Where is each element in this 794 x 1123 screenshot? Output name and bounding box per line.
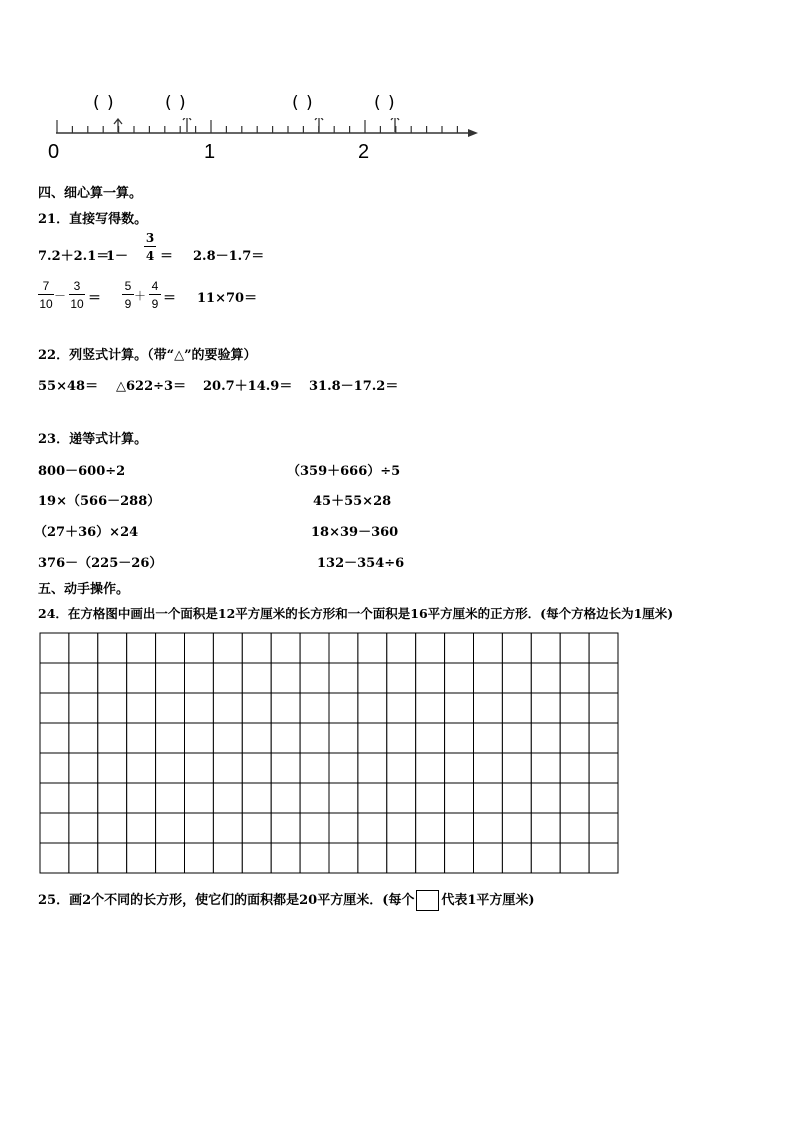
arrow-3 [315, 118, 323, 132]
q21-fraction-3-10 [69, 279, 85, 311]
grid-cell[interactable] [474, 693, 503, 723]
grid-cell[interactable] [531, 633, 560, 663]
grid-cell[interactable] [127, 723, 156, 753]
grid-cell[interactable] [358, 843, 387, 873]
grid-cell[interactable] [271, 693, 300, 723]
grid-cell[interactable] [502, 813, 531, 843]
grid-cell[interactable] [329, 753, 358, 783]
grid-cell[interactable] [474, 633, 503, 663]
q23-left-4: 376－（225－26） [38, 556, 163, 571]
q21-expr-6: 11×70＝ [197, 291, 258, 306]
grid-cell[interactable] [213, 693, 242, 723]
drawing-grid[interactable] [39, 632, 619, 874]
grid-cell[interactable] [300, 663, 329, 693]
answer-paren-2[interactable]: ( ) [165, 93, 187, 113]
grid-cell[interactable] [387, 753, 416, 783]
answer-paren-1[interactable]: ( ) [93, 93, 115, 113]
grid-cell[interactable] [156, 843, 185, 873]
q21-fraction-7-10 [38, 279, 54, 311]
grid-cell[interactable] [213, 723, 242, 753]
section-4-title: 四、细心算一算。 [38, 186, 143, 201]
q21-expr-2-suffix: ＝ [160, 249, 174, 264]
grid-cell[interactable] [329, 693, 358, 723]
grid-cell[interactable] [40, 843, 69, 873]
grid-cell[interactable] [156, 723, 185, 753]
q21-fraction-3-4 [144, 231, 156, 263]
grid-cell[interactable] [127, 813, 156, 843]
grid-cell[interactable] [474, 843, 503, 873]
grid-cell[interactable] [589, 693, 618, 723]
grid-cell[interactable] [531, 783, 560, 813]
q21-expr-1: 7.2＋2.1＝ [38, 249, 110, 264]
fraction-numerator: 3 [73, 279, 81, 293]
q24-title: 24．在方格图中画出一个面积是12平方厘米的长方形和一个面积是16平方厘米的正方形．(每个方格边长为1厘米) [38, 606, 674, 621]
grid-cell[interactable] [242, 753, 271, 783]
grid-cell[interactable] [416, 633, 445, 663]
fraction-denominator: 9 [151, 297, 159, 311]
grid-cell[interactable] [242, 843, 271, 873]
q25-text [38, 889, 535, 911]
grid-cell[interactable] [40, 813, 69, 843]
section-5-title: 五、动手操作。 [38, 582, 130, 597]
grid-cell[interactable] [358, 723, 387, 753]
grid-cell[interactable] [358, 753, 387, 783]
grid-cell[interactable] [69, 813, 98, 843]
q23-title: 23．递等式计算。 [38, 432, 148, 447]
unit-square-icon [416, 890, 439, 911]
grid-cell[interactable] [445, 633, 474, 663]
grid-cell[interactable] [416, 783, 445, 813]
grid-cell[interactable] [445, 813, 474, 843]
grid-cell[interactable] [474, 813, 503, 843]
grid-cell[interactable] [185, 783, 214, 813]
grid-cell[interactable] [531, 693, 560, 723]
grid-cell[interactable] [502, 783, 531, 813]
grid-cell[interactable] [40, 663, 69, 693]
q21-title: 21．直接写得数。 [38, 212, 148, 227]
grid-cell[interactable] [589, 783, 618, 813]
number-line [50, 118, 480, 146]
grid-cell[interactable] [40, 693, 69, 723]
grid-cell[interactable] [589, 663, 618, 693]
grid-cell[interactable] [40, 753, 69, 783]
grid-cell[interactable] [271, 633, 300, 663]
grid-cell[interactable] [69, 723, 98, 753]
answer-paren-4[interactable]: ( ) [374, 93, 396, 113]
grid-cell[interactable] [589, 813, 618, 843]
grid-cell[interactable] [387, 723, 416, 753]
q23-right-3: 18×39－360 [311, 525, 399, 540]
grid-cell[interactable] [98, 813, 127, 843]
grid-cell[interactable] [300, 723, 329, 753]
grid-cell[interactable] [242, 693, 271, 723]
grid-cell[interactable] [69, 663, 98, 693]
grid-cell[interactable] [502, 663, 531, 693]
grid-cell[interactable] [329, 843, 358, 873]
grid-cell[interactable] [531, 813, 560, 843]
grid-cell[interactable] [156, 663, 185, 693]
grid-cell[interactable] [127, 753, 156, 783]
grid-cell[interactable] [445, 723, 474, 753]
grid-cell[interactable] [387, 663, 416, 693]
grid-cell[interactable] [242, 813, 271, 843]
grid-cell[interactable] [416, 723, 445, 753]
fraction-numerator: 5 [124, 279, 132, 293]
number-line-label-0: 0 [48, 141, 60, 163]
q22-item-3: 20.7＋14.9＝ [203, 379, 293, 394]
grid-cell[interactable] [271, 843, 300, 873]
grid-cell[interactable] [445, 753, 474, 783]
grid-cell[interactable] [387, 813, 416, 843]
grid-cell[interactable] [185, 633, 214, 663]
grid-cell[interactable] [156, 753, 185, 783]
q21-fraction-4-9 [149, 279, 161, 311]
grid-cell[interactable] [300, 843, 329, 873]
grid-cell[interactable] [213, 663, 242, 693]
q23-right-2: 45＋55×28 [313, 494, 392, 509]
grid-cell[interactable] [185, 753, 214, 783]
q21-expr-5-operator: ＋ [134, 289, 147, 303]
grid-cell[interactable] [589, 723, 618, 753]
grid-cell[interactable] [300, 693, 329, 723]
grid-cell[interactable] [445, 783, 474, 813]
grid-cell[interactable] [560, 723, 589, 753]
grid-cell[interactable] [271, 723, 300, 753]
grid-cell[interactable] [560, 753, 589, 783]
grid-cell[interactable] [213, 843, 242, 873]
grid-cell[interactable] [213, 783, 242, 813]
q21-expr-4-suffix: ＝ [88, 291, 102, 306]
q21-expr-2-prefix: 1－ [106, 249, 129, 264]
fraction-numerator: 7 [42, 279, 50, 293]
grid-cell[interactable] [98, 663, 127, 693]
q22-title: 22．列竖式计算。（带“△”的要验算） [38, 348, 257, 363]
grid-cell[interactable] [156, 783, 185, 813]
grid-cell[interactable] [98, 783, 127, 813]
grid-cell[interactable] [474, 753, 503, 783]
grid-cell[interactable] [560, 783, 589, 813]
grid-cell[interactable] [560, 813, 589, 843]
grid-cell[interactable] [185, 723, 214, 753]
grid-cell[interactable] [531, 843, 560, 873]
grid-cell[interactable] [387, 843, 416, 873]
grid-cell[interactable] [185, 813, 214, 843]
grid-cell[interactable] [127, 693, 156, 723]
grid-cell[interactable] [242, 783, 271, 813]
grid-cell[interactable] [445, 843, 474, 873]
grid-cell[interactable] [185, 843, 214, 873]
grid-cell[interactable] [502, 693, 531, 723]
grid-cell[interactable] [531, 663, 560, 693]
grid-cell[interactable] [127, 843, 156, 873]
grid-cell[interactable] [416, 753, 445, 783]
grid-cell[interactable] [127, 783, 156, 813]
grid-cell[interactable] [502, 753, 531, 783]
q23-left-1: 800－600÷2 [38, 464, 126, 479]
grid-cell[interactable] [213, 813, 242, 843]
grid-cell[interactable] [329, 633, 358, 663]
grid-cell[interactable] [156, 813, 185, 843]
grid-cell[interactable] [387, 633, 416, 663]
q21-fraction-5-9 [122, 279, 134, 311]
grid-cell[interactable] [213, 633, 242, 663]
grid-cell[interactable] [589, 753, 618, 783]
q25-suffix: 代表1平方厘米) [441, 893, 535, 908]
grid-cell[interactable] [185, 663, 214, 693]
grid-cell[interactable] [445, 693, 474, 723]
q21-expr-2 [106, 245, 128, 264]
grid-cell[interactable] [329, 663, 358, 693]
grid-cell[interactable] [300, 783, 329, 813]
grid-cell[interactable] [560, 663, 589, 693]
grid-cell[interactable] [98, 693, 127, 723]
grid-cell[interactable] [300, 753, 329, 783]
q21-expr-4-operator: － [54, 289, 67, 303]
grid-cell[interactable] [531, 723, 560, 753]
grid-cell[interactable] [156, 633, 185, 663]
grid-cell[interactable] [271, 813, 300, 843]
grid-cell[interactable] [98, 723, 127, 753]
q22-item-4: 31.8－17.2＝ [309, 379, 399, 394]
grid-cell[interactable] [387, 783, 416, 813]
q21-expr-3: 2.8－1.7＝ [193, 249, 265, 264]
grid-cell[interactable] [474, 723, 503, 753]
grid-cell[interactable] [474, 783, 503, 813]
grid-cell[interactable] [560, 633, 589, 663]
number-line-label-1: 1 [204, 141, 216, 163]
arrow-2 [183, 118, 191, 132]
fraction-denominator: 9 [124, 297, 132, 311]
fraction-denominator: 10 [70, 297, 84, 311]
grid-cell[interactable] [185, 693, 214, 723]
pointer-arrows [114, 118, 399, 132]
grid-cell[interactable] [445, 663, 474, 693]
grid-cell[interactable] [69, 633, 98, 663]
fraction-denominator: 4 [145, 249, 155, 263]
grid-cell[interactable] [560, 843, 589, 873]
fraction-denominator: 10 [39, 297, 53, 311]
grid-cell[interactable] [416, 843, 445, 873]
grid-cell[interactable] [98, 843, 127, 873]
grid-cell[interactable] [474, 663, 503, 693]
grid-cell[interactable] [560, 693, 589, 723]
grid-cell[interactable] [213, 753, 242, 783]
grid-cell[interactable] [589, 633, 618, 663]
grid-cell[interactable] [242, 663, 271, 693]
grid-cell[interactable] [358, 813, 387, 843]
grid-cell[interactable] [69, 783, 98, 813]
grid-cell[interactable] [98, 633, 127, 663]
q23-left-3: （27＋36）×24 [34, 525, 139, 540]
q23-right-4: 132－354÷6 [317, 556, 405, 571]
grid-cell[interactable] [531, 753, 560, 783]
q22-item-2: △622÷3＝ [116, 379, 187, 394]
grid-cell[interactable] [589, 843, 618, 873]
grid-cell[interactable] [502, 723, 531, 753]
grid-cell[interactable] [358, 663, 387, 693]
grid-cell[interactable] [242, 633, 271, 663]
number-line-label-2: 2 [358, 141, 370, 163]
grid-cell[interactable] [242, 723, 271, 753]
grid-cell[interactable] [98, 753, 127, 783]
q23-right-1: （359＋666）÷5 [287, 464, 401, 479]
arrow-1 [114, 119, 122, 132]
grid-cell[interactable] [40, 633, 69, 663]
grid-cell[interactable] [271, 783, 300, 813]
grid-cell[interactable] [271, 753, 300, 783]
q21-expr-5-suffix: ＝ [163, 291, 177, 306]
grid-cell[interactable] [358, 783, 387, 813]
q22-item-1: 55×48＝ [38, 379, 99, 394]
grid-cell[interactable] [387, 693, 416, 723]
grid-cell[interactable] [329, 813, 358, 843]
arrow-4 [391, 118, 399, 132]
grid-cell[interactable] [416, 813, 445, 843]
grid-cell[interactable] [127, 663, 156, 693]
grid-cell[interactable] [358, 633, 387, 663]
grid-cell[interactable] [358, 693, 387, 723]
grid-cell[interactable] [156, 693, 185, 723]
q25-prefix: 25．画2个不同的长方形，使它们的面积都是20平方厘米．(每个 [38, 893, 415, 908]
grid-cell[interactable] [40, 723, 69, 753]
grid-cell[interactable] [69, 843, 98, 873]
fraction-numerator: 4 [151, 279, 159, 293]
grid-cell[interactable] [69, 753, 98, 783]
fraction-numerator: 3 [145, 231, 155, 245]
grid-cell[interactable] [271, 663, 300, 693]
grid-cell[interactable] [300, 813, 329, 843]
q23-left-2: 19×（566－288） [38, 494, 161, 509]
grid-cell[interactable] [329, 783, 358, 813]
grid-cell[interactable] [416, 693, 445, 723]
grid-cell[interactable] [416, 663, 445, 693]
grid-cell[interactable] [502, 843, 531, 873]
grid-cell[interactable] [127, 633, 156, 663]
grid-cell[interactable] [40, 783, 69, 813]
grid-cell[interactable] [329, 723, 358, 753]
answer-paren-3[interactable]: ( ) [292, 93, 314, 113]
grid-cell[interactable] [300, 633, 329, 663]
grid-cell[interactable] [69, 693, 98, 723]
grid-cell[interactable] [502, 633, 531, 663]
